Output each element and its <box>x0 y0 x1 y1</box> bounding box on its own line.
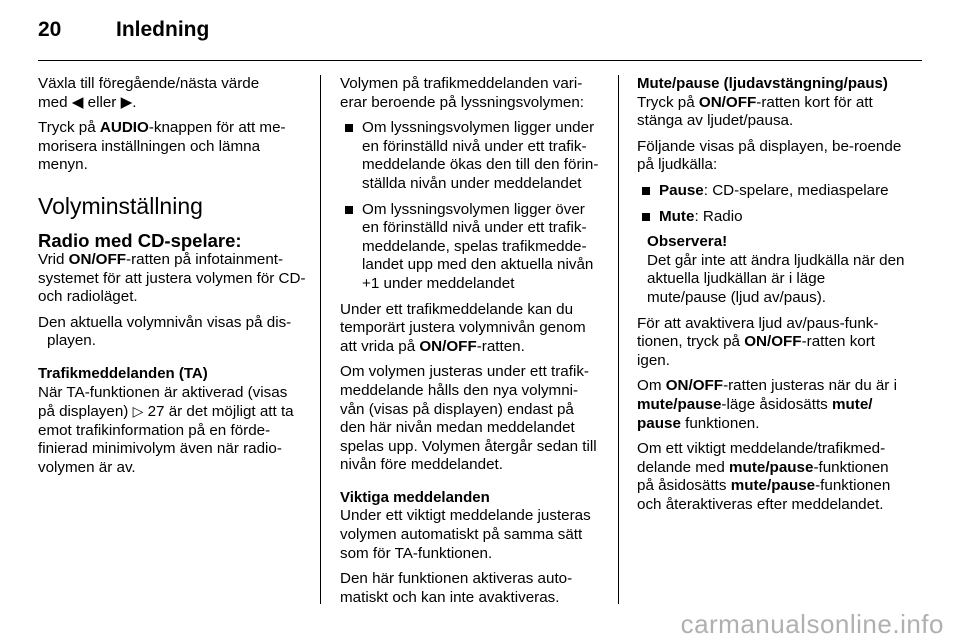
bullet-square-icon <box>642 213 650 221</box>
column-3 <box>637 75 907 521</box>
note-title: Observera! <box>647 233 728 251</box>
page-number: 20 <box>38 18 62 41</box>
column-divider-2 <box>618 75 619 604</box>
control-name: ON/OFF <box>665 377 724 395</box>
text: -funktionen och återaktiveras efter meddelandet. <box>637 477 891 513</box>
note-text: Det går inte att ändra ljudkälla när den aktuella ljudkällan är i läge mute/pause (ljud av/paus). <box>647 251 905 306</box>
text: Tryck på <box>38 119 100 137</box>
mode-name: mute/pause <box>730 477 816 495</box>
text: med ◀ eller ▶. <box>38 93 137 111</box>
text: -funktionen på åsidosätts <box>637 458 889 495</box>
heading-volume-setting: Volyminställning <box>38 192 203 219</box>
page-reference-icon: ▷ <box>132 403 144 420</box>
subheading-radio-cd: Radio med CD-spelare: <box>38 229 242 251</box>
paragraph <box>637 94 907 131</box>
subheading-important-messages: Viktiga meddelanden <box>340 488 490 506</box>
paragraph <box>637 377 907 433</box>
control-name: ON/OFF <box>68 250 127 268</box>
paragraph: Under ett viktigt meddelande justeras volymen automatiskt på samma sätt som för TA-funktionen. <box>340 507 591 562</box>
bullet-list <box>340 119 602 293</box>
text: Om <box>637 377 666 395</box>
list-item <box>637 208 907 227</box>
paragraph: Om volymen justeras under ett trafik-meddelande hålls den nya volymni-vån (visas på displayen) endast på den här nivån medan meddelandet spelas upp. Volymen återgår sedan till nivån före meddelandet. <box>340 363 597 474</box>
text: är det möjligt att ta emot trafikinformation på en förde-finierad minimivolym även när radio-volymen är av. <box>38 403 294 476</box>
paragraph <box>637 315 907 371</box>
column-divider-1 <box>320 75 321 604</box>
list-item <box>340 119 602 193</box>
column-1 <box>38 75 306 485</box>
text: Tryck på <box>637 93 699 111</box>
text: För att avaktivera ljud av/paus-funk-tionen, tryck på <box>637 314 879 351</box>
paragraph: Den aktuella volymnivån visas på dis-playen. <box>38 313 292 350</box>
text: -knappen för att me-morisera inställningen och lämna menyn. <box>38 119 286 174</box>
text: -ratten justeras när du är i <box>723 377 897 395</box>
mode-name: mute/pause <box>637 395 722 413</box>
text: -läge åsidosätts <box>721 395 832 413</box>
paragraph <box>38 384 306 478</box>
list-item <box>637 182 907 201</box>
text: Växla till föregående/nästa värde <box>38 75 260 92</box>
bullet-list <box>637 182 907 226</box>
paragraph <box>38 75 306 112</box>
section-title: Inledning <box>116 18 210 41</box>
text: Om lyssningsvolymen ligger under en förinställd nivå under ett trafik-meddelande ökas den till den förin-ställda nivån under meddelandet <box>362 119 599 192</box>
paragraph: Följande visas på displayen, be-roende på ljudkälla: <box>637 137 902 174</box>
text: När TA-funktionen är aktiverad (visas på displayen) <box>38 383 288 421</box>
bullet-square-icon <box>642 187 650 195</box>
list-item <box>340 201 602 294</box>
text: : CD-spelare, mediaspelare <box>703 181 889 199</box>
paragraph <box>340 301 602 357</box>
text: Om lyssningsvolymen ligger över en förinställd nivå under ett trafik-meddelande, spelas trafikmedde-landet upp med den aktuella nivån +1 under meddelandet <box>362 200 594 292</box>
mode-name: Pause <box>659 181 704 199</box>
text: -ratten kort för att stänga av ljudet/pausa. <box>637 93 873 130</box>
paragraph <box>38 119 306 175</box>
text: : Radio <box>694 207 743 225</box>
column-2 <box>340 75 602 614</box>
note-box <box>637 233 907 307</box>
control-name: ON/OFF <box>419 337 477 355</box>
page-header <box>38 18 209 42</box>
bullet-square-icon <box>345 124 353 132</box>
paragraph <box>38 251 306 307</box>
text: -ratten på infotainment-systemet för att justera volymen för CD- och radioläget. <box>38 250 306 306</box>
mode-name: mute/pause <box>729 458 814 476</box>
control-name: ON/OFF <box>744 333 802 351</box>
subheading-mute-pause: Mute/pause (ljudavstängning/paus) <box>637 75 888 92</box>
page-reference-link[interactable]: 27 <box>143 403 165 421</box>
control-name: ON/OFF <box>698 93 757 111</box>
bullet-square-icon <box>345 206 353 214</box>
subheading-traffic-announcements: Trafikmeddelanden (TA) <box>38 364 208 382</box>
watermark: carmanualsonline.info <box>680 609 944 639</box>
text: -ratten kort igen. <box>637 333 876 369</box>
text: Under ett trafikmeddelande kan du temporärt justera volymnivån genom att vrida på <box>340 300 586 355</box>
text: Om ett viktigt meddelande/trafikmed-delande med <box>637 440 886 476</box>
paragraph <box>637 440 907 514</box>
header-divider <box>38 60 922 61</box>
paragraph: Volymen på trafikmeddelanden vari-erar beroende på lyssningsvolymen: <box>340 75 584 111</box>
mode-name: Mute <box>659 207 695 225</box>
text: Vrid <box>38 250 69 268</box>
text: funktionen. <box>680 414 760 432</box>
control-name: AUDIO <box>99 119 149 137</box>
text: -ratten. <box>476 337 525 355</box>
paragraph: Den här funktionen aktiveras auto-matiskt och kan inte avaktiveras. <box>340 570 573 606</box>
mode-name: mute/ pause <box>637 395 873 432</box>
